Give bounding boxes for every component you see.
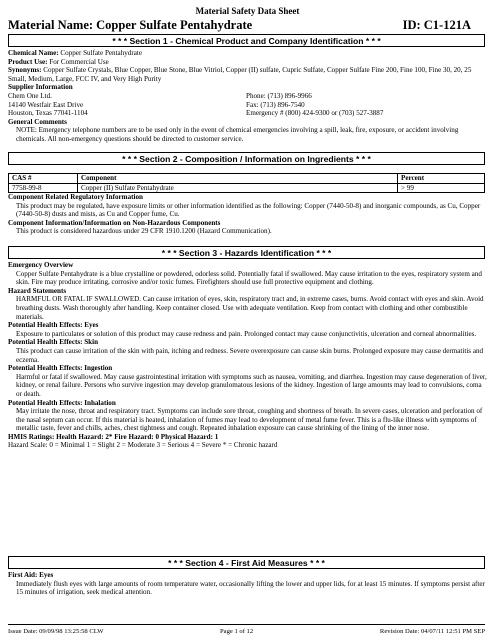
revision-date: Revision Date: 04/07/11 12:51 PM SEP [379, 628, 485, 635]
product-use-label: Product Use: [8, 57, 48, 66]
synonyms-line [8, 66, 488, 83]
hazard-statements-value: HARMFUL OR FATAL IF SWALLOWED. Can cause irritation of eyes, skin, respiratory tract and, in extreme cases, burns. Avoid contact with eyes and skin. Avoid breathing dusts. Wash thoroughly after handling. Keep container closed. Use with adequate ventilation. Keep from contact with clothing and other combustible materials. [16, 295, 484, 321]
eyes-effects-value: Exposure to particulates or solution of this product may cause redness and pain. Prolonged contact may cause conjunctivitis, ulceration and corneal abnormalities. [16, 329, 477, 338]
ingestion-effects-label: Potential Health Effects: Ingestion [8, 364, 113, 373]
section-1-body [8, 49, 488, 144]
general-comments-label: General Comments [8, 117, 67, 126]
header-component: Component [78, 174, 398, 184]
header-percent: Percent [398, 174, 485, 184]
emergency-overview-label: Emergency Overview [8, 261, 74, 269]
first-aid-eyes-label: First Aid: Eyes [8, 571, 54, 579]
skin-effects-label: Potential Health Effects: Skin [8, 338, 99, 347]
product-use-value: For Commercial Use [49, 57, 109, 66]
chemical-name-value: Copper Sulfate Pentahydrate [60, 49, 142, 57]
supplier-label: Supplier Information [8, 83, 73, 92]
percent-cell: > 99 [398, 183, 485, 193]
chemical-name-label: Chemical Name: [8, 49, 59, 57]
header-cas: CAS # [9, 174, 78, 184]
regulatory-value: This product may be regulated, have exposure limits or other information identified as the following: Copper (7440-50-8) and inorganic compounds, as Cu, Copper (7440-50-8) dusts and mists, as Cu and Copper fume, Cu. [16, 201, 481, 219]
supplier-row-2 [8, 101, 488, 110]
component-cell: Copper (II) Sulfate Pentahydrate [78, 183, 398, 193]
supplier-row-1 [8, 92, 488, 101]
emergency-overview-value: Copper Sulfate Pentahydrate is a blue crystalline or powdered, odorless solid. Potentially fatal if swallowed. May cause irritation to the eyes, respiratory system and skin. Fire may produce irritating, corrosive and/or toxic fumes. Firefighters should use full protective equipment and clothing. [16, 269, 482, 287]
supplier-row-3 [8, 109, 488, 118]
section-3-title: * * * Section 3 - Hazards Identification * * * [8, 246, 485, 259]
product-use-line [8, 58, 488, 67]
eyes-effects-label: Potential Health Effects: Eyes [8, 321, 99, 330]
emergency-number: Emergency # (800) 424-9300 or (703) 527-3887 [246, 109, 384, 118]
synonyms-label: Synonyms: [8, 66, 42, 75]
composition-header-row [9, 174, 485, 184]
phone: Phone: (713) 896-9966 [246, 91, 312, 100]
address-line-2: Houston, Texas 77041-1104 [8, 109, 88, 118]
section-4-body [8, 571, 488, 597]
document-title: Material Safety Data Sheet [195, 6, 300, 16]
skin-effects-value: This product can cause irritation of the skin with pain, itching and redness. Severe overexposure can cause skin burns. Prolonged exposure may cause dermatitis and eczema. [16, 346, 484, 364]
footer-divider [8, 624, 485, 625]
material-id: ID: C1-121A [402, 18, 471, 32]
issue-date: Issue Date: 09/09/98 13:25:58 CLW [8, 628, 104, 635]
section-2-body [8, 193, 488, 236]
hmis-ratings: HMIS Ratings: Health Hazard: 2* Fire Hazard: 0 Physical Hazard: 1 [8, 432, 219, 441]
first-aid-eyes-value: Immediately flush eyes with large amounts of room temperature water, occasionally lifting the lower and upper lids, for at least 15 minutes. If symptoms persist after 15 minutes of irrigation, seek medical attention. [16, 579, 485, 597]
section-1-title: * * * Section 1 - Chemical Product and Company Identification * * * [8, 34, 485, 47]
hazard-statements-label: Hazard Statements [8, 286, 67, 295]
page-number: Page 1 of 12 [220, 628, 254, 635]
synonyms-value: Copper Sulfate Crystals, Blue Copper, Blue Stone, Blue Vitriol, Copper (II) sulfate, Cupric Sulfate, Copper Sulfate Fine 200, Fine 100, Fine 30, 20, 25 Small, Medium, Large, FCC IV, and Very High Purity [8, 66, 472, 83]
material-name: Material Name: Copper Sulfate Pentahydrate [8, 18, 253, 32]
section-3-body [8, 261, 488, 450]
cas-cell: 7758-99-8 [9, 183, 78, 193]
composition-table [8, 173, 485, 193]
non-hazardous-value: This product is considered hazardous under 29 CFR 1910.1200 (Hazard Communication). [16, 227, 272, 236]
non-hazardous-label: Component Information/Information on Non-Hazardous Components [8, 218, 221, 227]
general-comments-value: NOTE: Emergency telephone numbers are to be used only in the event of chemical emergencies involving a spill, leak, fire, exposure, or accident involving chemicals. All non-emergency questions should be directed to customer service. [16, 126, 459, 143]
inhalation-effects-value: May irritate the nose, throat and respiratory tract. Symptoms can include sore throat, coughing and shortness of breath. In severe cases, ulceration and perforation of the nasal septum can occur. If this material is heated, inhalation of fumes may lead to development of metal fume fever. This is a flu-like illness with symptoms of metallic taste, fever and chills, aches, chest tightness and cough. Repeated inhalation exposure can cause shrinking of the lining of the inner nose. [16, 407, 483, 433]
section-4-title: * * * Section 4 - First Aid Measures * * * [8, 556, 485, 569]
table-row [9, 183, 485, 193]
chemical-name-line [8, 49, 488, 58]
section-2-title: * * * Section 2 - Composition / Information on Ingredients * * * [8, 152, 485, 165]
address-line-1: 14140 Westfair East Drive [8, 100, 84, 109]
ingestion-effects-value: Harmful or fatal if swallowed. May cause gastrointestinal irritation with symptoms such as nausea, vomiting, and diarrhea. Ingestion may cause degeneration of liver, kidney, or renal failure. Persons who survive ingestion may develop granulomatous lesions of the kidney. Ingestion of large amounts may lead to convulsions, coma or death. [16, 372, 487, 398]
inhalation-effects-label: Potential Health Effects: Inhalation [8, 398, 116, 407]
company-name: Chem One Ltd. [8, 91, 52, 100]
regulatory-label: Component Related Regulatory Information [8, 193, 143, 201]
fax: Fax: (713) 896-7540 [246, 100, 305, 109]
hazard-scale: Hazard Scale: 0 = Minimal 1 = Slight 2 = Moderate 3 = Serious 4 = Severe * = Chronic hazard [8, 441, 278, 450]
